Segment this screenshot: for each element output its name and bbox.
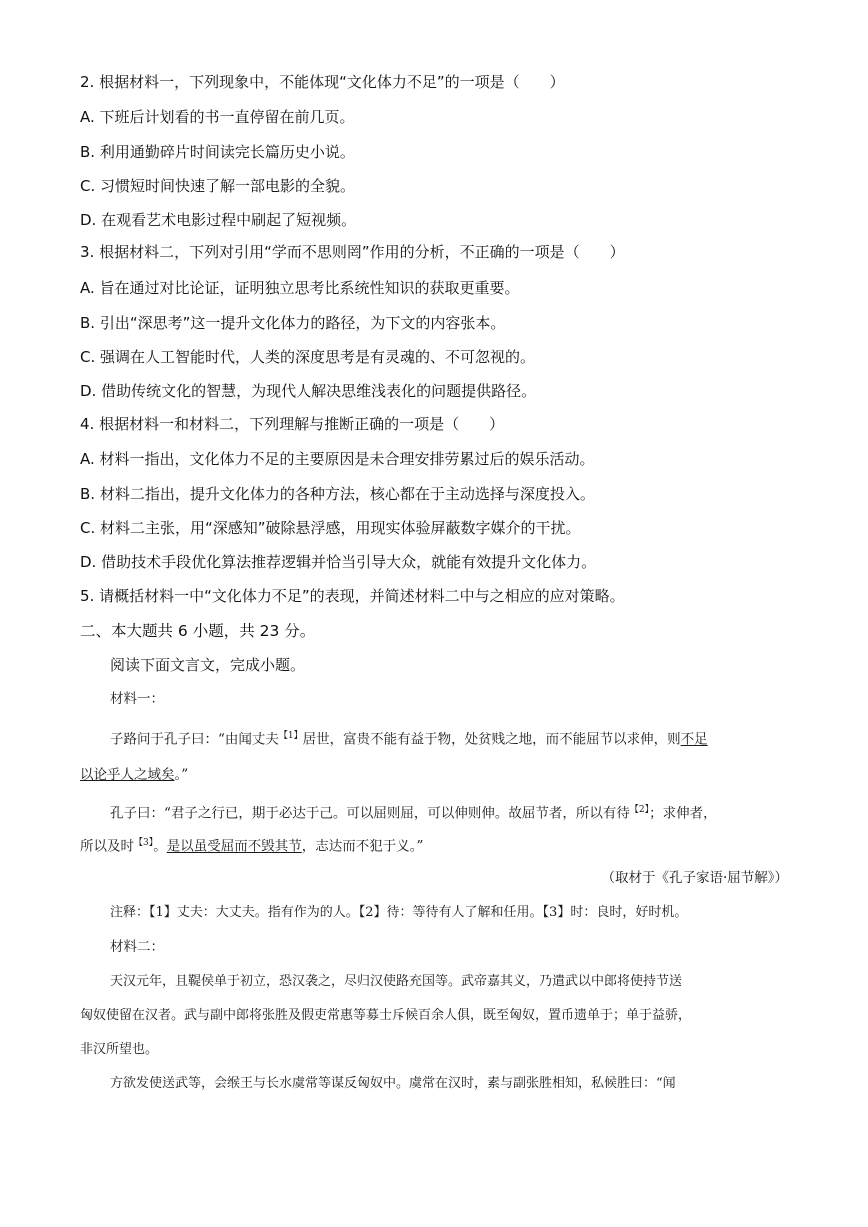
- q2-option-b: B. 利用通勤碎片时间读完长篇历史小说。: [80, 143, 355, 161]
- text-span: ；求伸者，: [649, 805, 717, 822]
- material-2-paragraph-1-line-2: 匈奴使留在汉者。武与副中郎将张胜及假吏常惠等募士斥候百余人俱，既至匈奴，置币遗单于；单于益骄，: [80, 1008, 692, 1023]
- footnote-marker-2: 【2】: [629, 805, 650, 815]
- underlined-phrase: 以论乎人之域矣: [80, 767, 175, 783]
- text-span: 。”: [174, 767, 189, 783]
- source-citation: （取材于《孔子家语·屈节解》）: [601, 870, 788, 886]
- q2-option-d: D. 在观看艺术电影过程中刷起了短视频。: [80, 211, 357, 229]
- material-1-label: 材料一：: [110, 691, 164, 707]
- q3-option-c: C. 强调在人工智能时代，人类的深度思考是有灵魂的、不可忽视的。: [80, 348, 536, 366]
- material-1-paragraph-1-line-2: [80, 765, 188, 785]
- text-span: 所以及时: [80, 838, 134, 855]
- text-span: 子路问于孔子曰：“由闻丈夫: [110, 731, 279, 748]
- material-1-paragraph-2-line-1: [110, 800, 717, 824]
- material-1-paragraph-1-line-1: [110, 726, 708, 750]
- reading-instruction: 阅读下面文言文，完成小题。: [110, 656, 306, 674]
- q3-option-b: B. 引出“深思考”这一提升文化体力的路径，为下文的内容张本。: [80, 314, 506, 332]
- text-span: 孔子曰：“君子之行已，期于必达于己。可以屈则屈，可以伸则伸。故屈节者，所以有待: [110, 805, 630, 822]
- question-3-stem: 3. 根据材料二，下列对引用“学而不思则罔”作用的分析，不正确的一项是（ ）: [80, 243, 625, 261]
- section-2-heading: 二、本大题共 6 小题，共 23 分。: [80, 622, 316, 640]
- material-2-paragraph-1-line-1: 天汉元年，且鞮侯单于初立，恐汉袭之，尽归汉使路充国等。武帝嘉其义，乃遣武以中郎将使持节送: [110, 974, 683, 989]
- material-2-paragraph-1-line-3: 非汉所望也。: [80, 1042, 159, 1057]
- q3-option-a: A. 旨在通过对比论证，证明独立思考比系统性知识的获取更重要。: [80, 279, 520, 297]
- material-2-label: 材料二：: [110, 939, 164, 955]
- q4-option-b: B. 材料二指出，提升文化体力的各种方法，核心都在于主动选择与深度投入。: [80, 485, 595, 503]
- material-2-paragraph-2-line-1: 方欲发使送武等，会缑王与长水虞常等谋反匈奴中。虞常在汉时，素与副张胜相知，私候胜曰：“闻: [110, 1076, 676, 1091]
- q4-option-c: C. 材料二主张，用“深感知”破除悬浮感，用现实体验屏蔽数字媒介的干扰。: [80, 519, 581, 537]
- footnotes: 注释：【1】丈夫：大丈夫。指有作为的人。【2】待：等待有人了解和任用。【3】时：良时，好时机。: [110, 905, 688, 920]
- text-span: 。: [153, 838, 167, 855]
- question-4-stem: 4. 根据材料一和材料二，下列理解与推断正确的一项是（ ）: [80, 415, 505, 433]
- footnote-marker-3: 【3】: [134, 838, 154, 848]
- footnote-marker-1: 【1】: [278, 731, 303, 741]
- q3-option-d: D. 借助传统文化的智慧，为现代人解决思维浅表化的问题提供路径。: [80, 382, 537, 400]
- question-2-stem: 2. 根据材料一，下列现象中，不能体现“文化体力不足”的一项是（ ）: [80, 73, 565, 91]
- material-1-paragraph-2-line-2: [80, 833, 423, 857]
- text-span: 居世，富贵不能有益于物，处贫贱之地，而不能屈节以求伸，则: [302, 731, 681, 748]
- q2-option-a: A. 下班后计划看的书一直停留在前几页。: [80, 108, 355, 126]
- q4-option-a: A. 材料一指出，文化体力不足的主要原因是未合理安排劳累过后的娱乐活动。: [80, 450, 595, 468]
- q2-option-c: C. 习惯短时间快速了解一部电影的全貌。: [80, 177, 356, 195]
- q4-option-d: D. 借助技术手段优化算法推荐逻辑并恰当引导大众，就能有效提升文化体力。: [80, 553, 597, 571]
- question-5-stem: 5. 请概括材料一中“文化体力不足”的表现，并简述材料二中与之相应的应对策略。: [80, 587, 625, 605]
- underlined-phrase: 不足: [680, 731, 708, 748]
- underlined-phrase: 是以虽受屈而不毁其节: [166, 838, 302, 855]
- text-span: ，志达而不犯于义。”: [301, 838, 424, 855]
